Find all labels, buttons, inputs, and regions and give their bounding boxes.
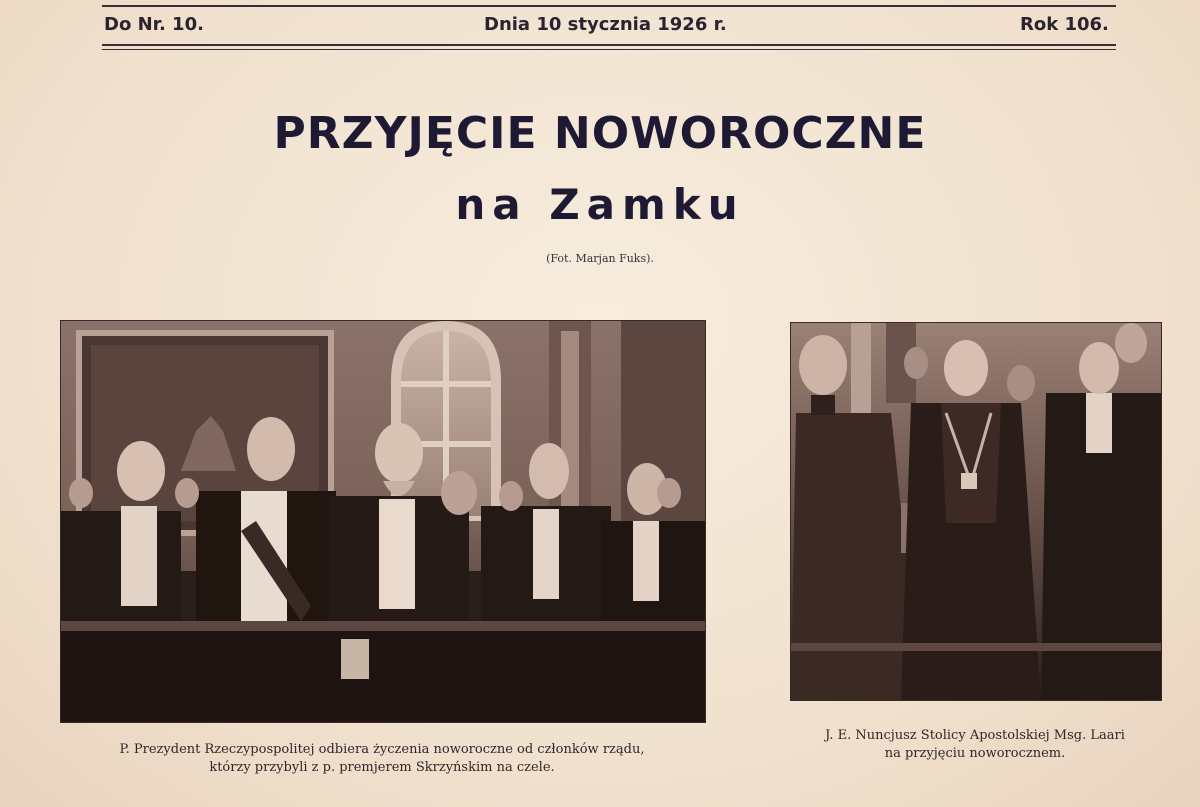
- caption-line: P. Prezydent Rzeczypospolitej odbiera życzenia noworoczne od członków rządu,: [119, 742, 645, 757]
- headline-line-2: na Zamku: [455, 180, 745, 229]
- header-rule-top: [102, 5, 1116, 7]
- issue-year: Rok 106.: [1020, 14, 1109, 35]
- caption-nuncio: [790, 727, 1160, 763]
- caption-president-reception: [60, 741, 704, 777]
- photo-credit: (Fot. Marjan Fuks).: [546, 252, 654, 265]
- issue-number: Do Nr. 10.: [104, 14, 204, 35]
- caption-line: J. E. Nuncjusz Stolicy Apostolskiej Msg. Laari: [825, 728, 1125, 743]
- caption-line: na przyjęciu noworocznem.: [884, 746, 1066, 761]
- header-rule-bottom-thin: [102, 49, 1116, 50]
- photo-nuncio: [790, 322, 1162, 701]
- headline-line-1: PRZYJĘCIE NOWOROCZNE: [273, 108, 927, 159]
- photo-president-reception: [60, 320, 706, 723]
- caption-line: którzy przybyli z p. premjerem Skrzyńskim na czele.: [209, 760, 555, 775]
- header-rule-bottom: [102, 44, 1116, 46]
- photo-president-reception-image: [61, 321, 705, 722]
- issue-date: Dnia 10 stycznia 1926 r.: [484, 14, 727, 35]
- photo-nuncio-image: [791, 323, 1161, 700]
